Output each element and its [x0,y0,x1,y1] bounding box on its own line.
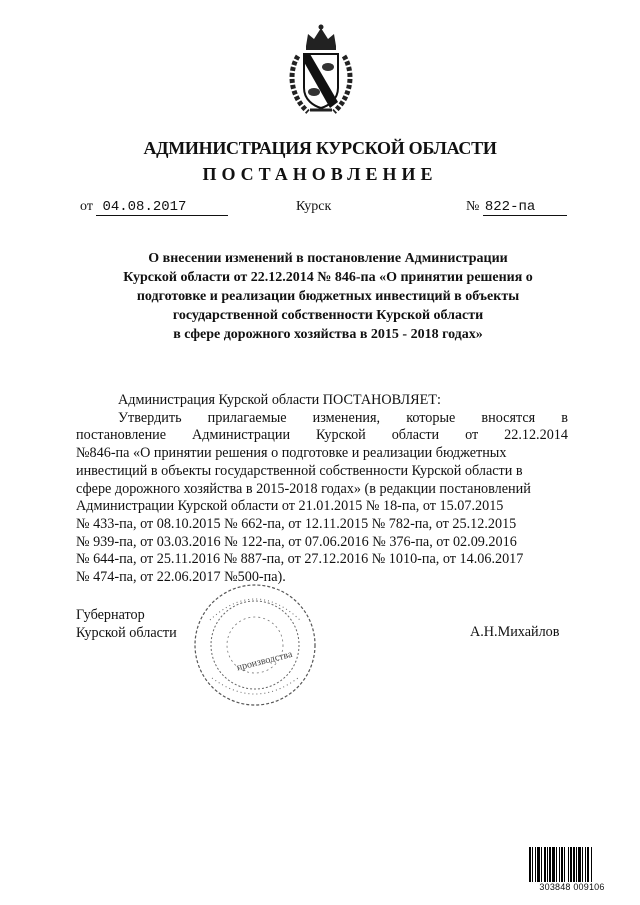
subject-line: подготовке и реализации бюджетных инвестиций в объекты [136,289,520,304]
body-line: инвестиций в объекты государственной собственности Курской области в [76,462,523,479]
number-value: 822-па [483,199,567,216]
subject-line: Курской области от 22.12.2014 № 846-па «О принятии решения о [123,270,533,285]
barcode-bar [587,847,589,883]
word: от [465,427,479,444]
decree-number [466,199,567,216]
decree-date [80,199,228,216]
decree-body [76,392,568,587]
subject-line: в сфере дорожного хозяйства в 2015 - 2018 годах» [173,327,483,342]
barcode-bar [544,847,546,883]
barcode-bar [582,847,583,883]
barcode-bar [549,847,551,883]
signatory-name: А.Н.Михайлов [470,624,560,640]
barcode-bar [578,847,581,883]
body-line [76,410,568,428]
body-line: № 433-па, от 08.10.2015 № 662-па, от 12.11.2015 № 782-па, от 25.12.2015 [76,515,517,532]
word: Курской [316,427,366,444]
barcode-bar [568,847,569,883]
barcode-bar [559,847,560,883]
body-line: Администрации Курской области от 21.01.2015 № 18-па, от 15.07.2015 [76,498,504,515]
body-line: сфере дорожного хозяйства в 2015-2018 годах» (в редакции постановлений [76,480,531,497]
body-line: №846-па «О принятии решения о подготовке и реализации бюджетных [76,445,507,462]
barcode-bar [564,847,565,883]
barcode-bar [556,847,557,883]
word: вносятся [481,409,536,426]
number-prefix: № [466,199,480,214]
barcode-number: 303848 009106 [528,882,616,892]
body-line: № 644-па, от 25.11.2016 № 887-па, от 27.12.2016 № 1010-па, от 14.06.2017 [76,551,524,568]
barcode-bar [585,847,586,883]
word: Администрации [192,427,291,444]
barcode-bar [541,847,542,883]
barcode-bar [537,847,540,883]
decree-city: Курск [296,199,332,214]
word: постановление [76,427,167,444]
official-stamp-icon [190,580,320,710]
word: в [561,409,568,426]
barcode-bar [570,847,572,883]
date-prefix: от [80,199,93,214]
body-line: № 474-па, от 22.06.2017 №500-па). [76,569,286,586]
position-line: Курской области [76,624,177,641]
word: изменения, [312,409,381,426]
barcode-bar [529,847,531,883]
barcode-bar [591,847,592,883]
position-line: Губернатор [76,607,145,623]
signatory-position [76,607,177,642]
word: области [391,427,440,444]
barcode-bar [532,847,533,883]
barcode-bar [552,847,555,883]
word: прилагаемые [207,409,287,426]
barcode-bar [561,847,563,883]
body-line [76,427,568,445]
document-type-title: ПОСТАНОВЛЕНИЕ [202,164,438,184]
decree-subject [76,249,580,344]
body-line: № 939-па, от 03.03.2016 № 122-па, от 07.06.2016 № 376-па, от 02.09.2016 [76,533,517,550]
word: 22.12.2014 [504,427,568,444]
barcode-bar [535,847,536,883]
subject-line: государственной собственности Курской области [172,308,484,323]
barcode-bar [547,847,548,883]
barcode-bar [573,847,575,883]
subject-line: О внесении изменений в постановление Администрации [148,251,508,266]
body-intro: Администрация Курской области ПОСТАНОВЛЯЕТ: [118,392,441,408]
word: которые [406,409,456,426]
word: Утвердить [118,409,182,426]
stamp-text: производства [235,648,294,674]
barcode-bar [576,847,577,883]
coat-of-arms-icon [286,22,356,118]
date-value: 04.08.2017 [96,199,228,216]
issuer-title: АДМИНИСТРАЦИЯ КУРСКОЙ ОБЛАСТИ [143,138,497,158]
